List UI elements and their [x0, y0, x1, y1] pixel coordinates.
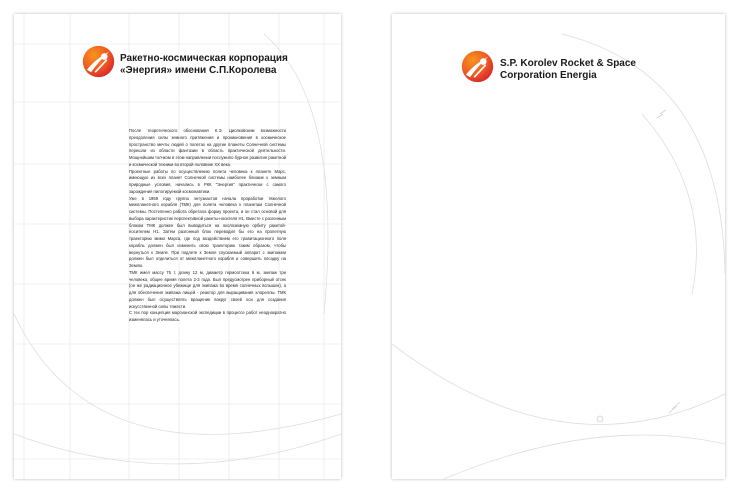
energia-logo-icon: [82, 45, 115, 78]
body-paragraph: Проектные работы по осуществлению полета человека к планете Марс, имеющую из всех планет Солнечной системы наиболее близкие к земным природные условия, начались в РКК "Энергия" практически с самого зарождения пилотируемой космонавтики.: [129, 168, 286, 194]
logo-title-line-2: Corporation Energia: [500, 70, 597, 81]
letter-body: [129, 128, 286, 324]
logo-title-line-1: S.P. Korolev Rocket & Space: [500, 58, 636, 69]
body-paragraph: ТМК имел массу 75 т, длину 12 м, диаметр гермоотсека 6 м, экипаж три человека, общее время полета 2-3 года. Был предусмотрен приборный отсек (он же радиационное убежище для экипажа во время солнечных вспышек), а для обеспечения экипажа пищей - реактор для выращивания хлореллы. ТМК должен был осуществлять вращение вокруг своей оси для создания искусственной силы тяжести.: [129, 269, 286, 309]
letterhead-sheet-russian: [14, 14, 341, 479]
energia-logo-icon: [461, 50, 494, 83]
logo-title: [120, 53, 288, 77]
body-paragraph: С тех пор концепция марсианской экспедиции в процессе работ неоднократно изменялась и уточнялась.: [129, 310, 286, 322]
logo-title: [500, 58, 636, 82]
body-paragraph: Уже в 1959 году группа энтузиастов начала проработки тяжелого межпланетного корабля (ТМК) для полета человека к планетам Солнечной системы. Постепенно работа обретала форму проекта, и он стал основой для выбора характеристик перспективной ракеты-носителя Н1. Вместе с разгонным блоком ТМК должен был выводиться на околоземную орбиту ракетой-носителем Н1. Затем разгонный блок переводил бы его на пролетную траекторию мимо Марса, где под воздействием его гравитационного поля корабль должен был изменить свою траекторию таким образом, чтобы вернуться к Земле. При подлете к Земле спускаемый аппарат с экипажем должен был отделиться от межпланетного корабля и совершить посадку на Землю.: [129, 195, 286, 268]
logo-title-line-1: Ракетно-космическая корпорация: [120, 53, 288, 64]
logo-title-line-2: «Энергия» имени С.П.Королева: [120, 65, 277, 76]
letterhead-sheet-english: [392, 14, 725, 479]
body-paragraph: После теоретического обоснования К.Э. Циолковским возможности преодоления силы земного притяжения и проникновения в космическое пространство мечты людей о полетах на другие планеты Солнечной системы перешли из области фантазии в область практической деятельности. Мощнейшим толчком в этом направлении послужило бурное развитие ракетной и космической техники во второй половине XX века.: [129, 128, 286, 167]
orbit-background: [392, 14, 725, 479]
